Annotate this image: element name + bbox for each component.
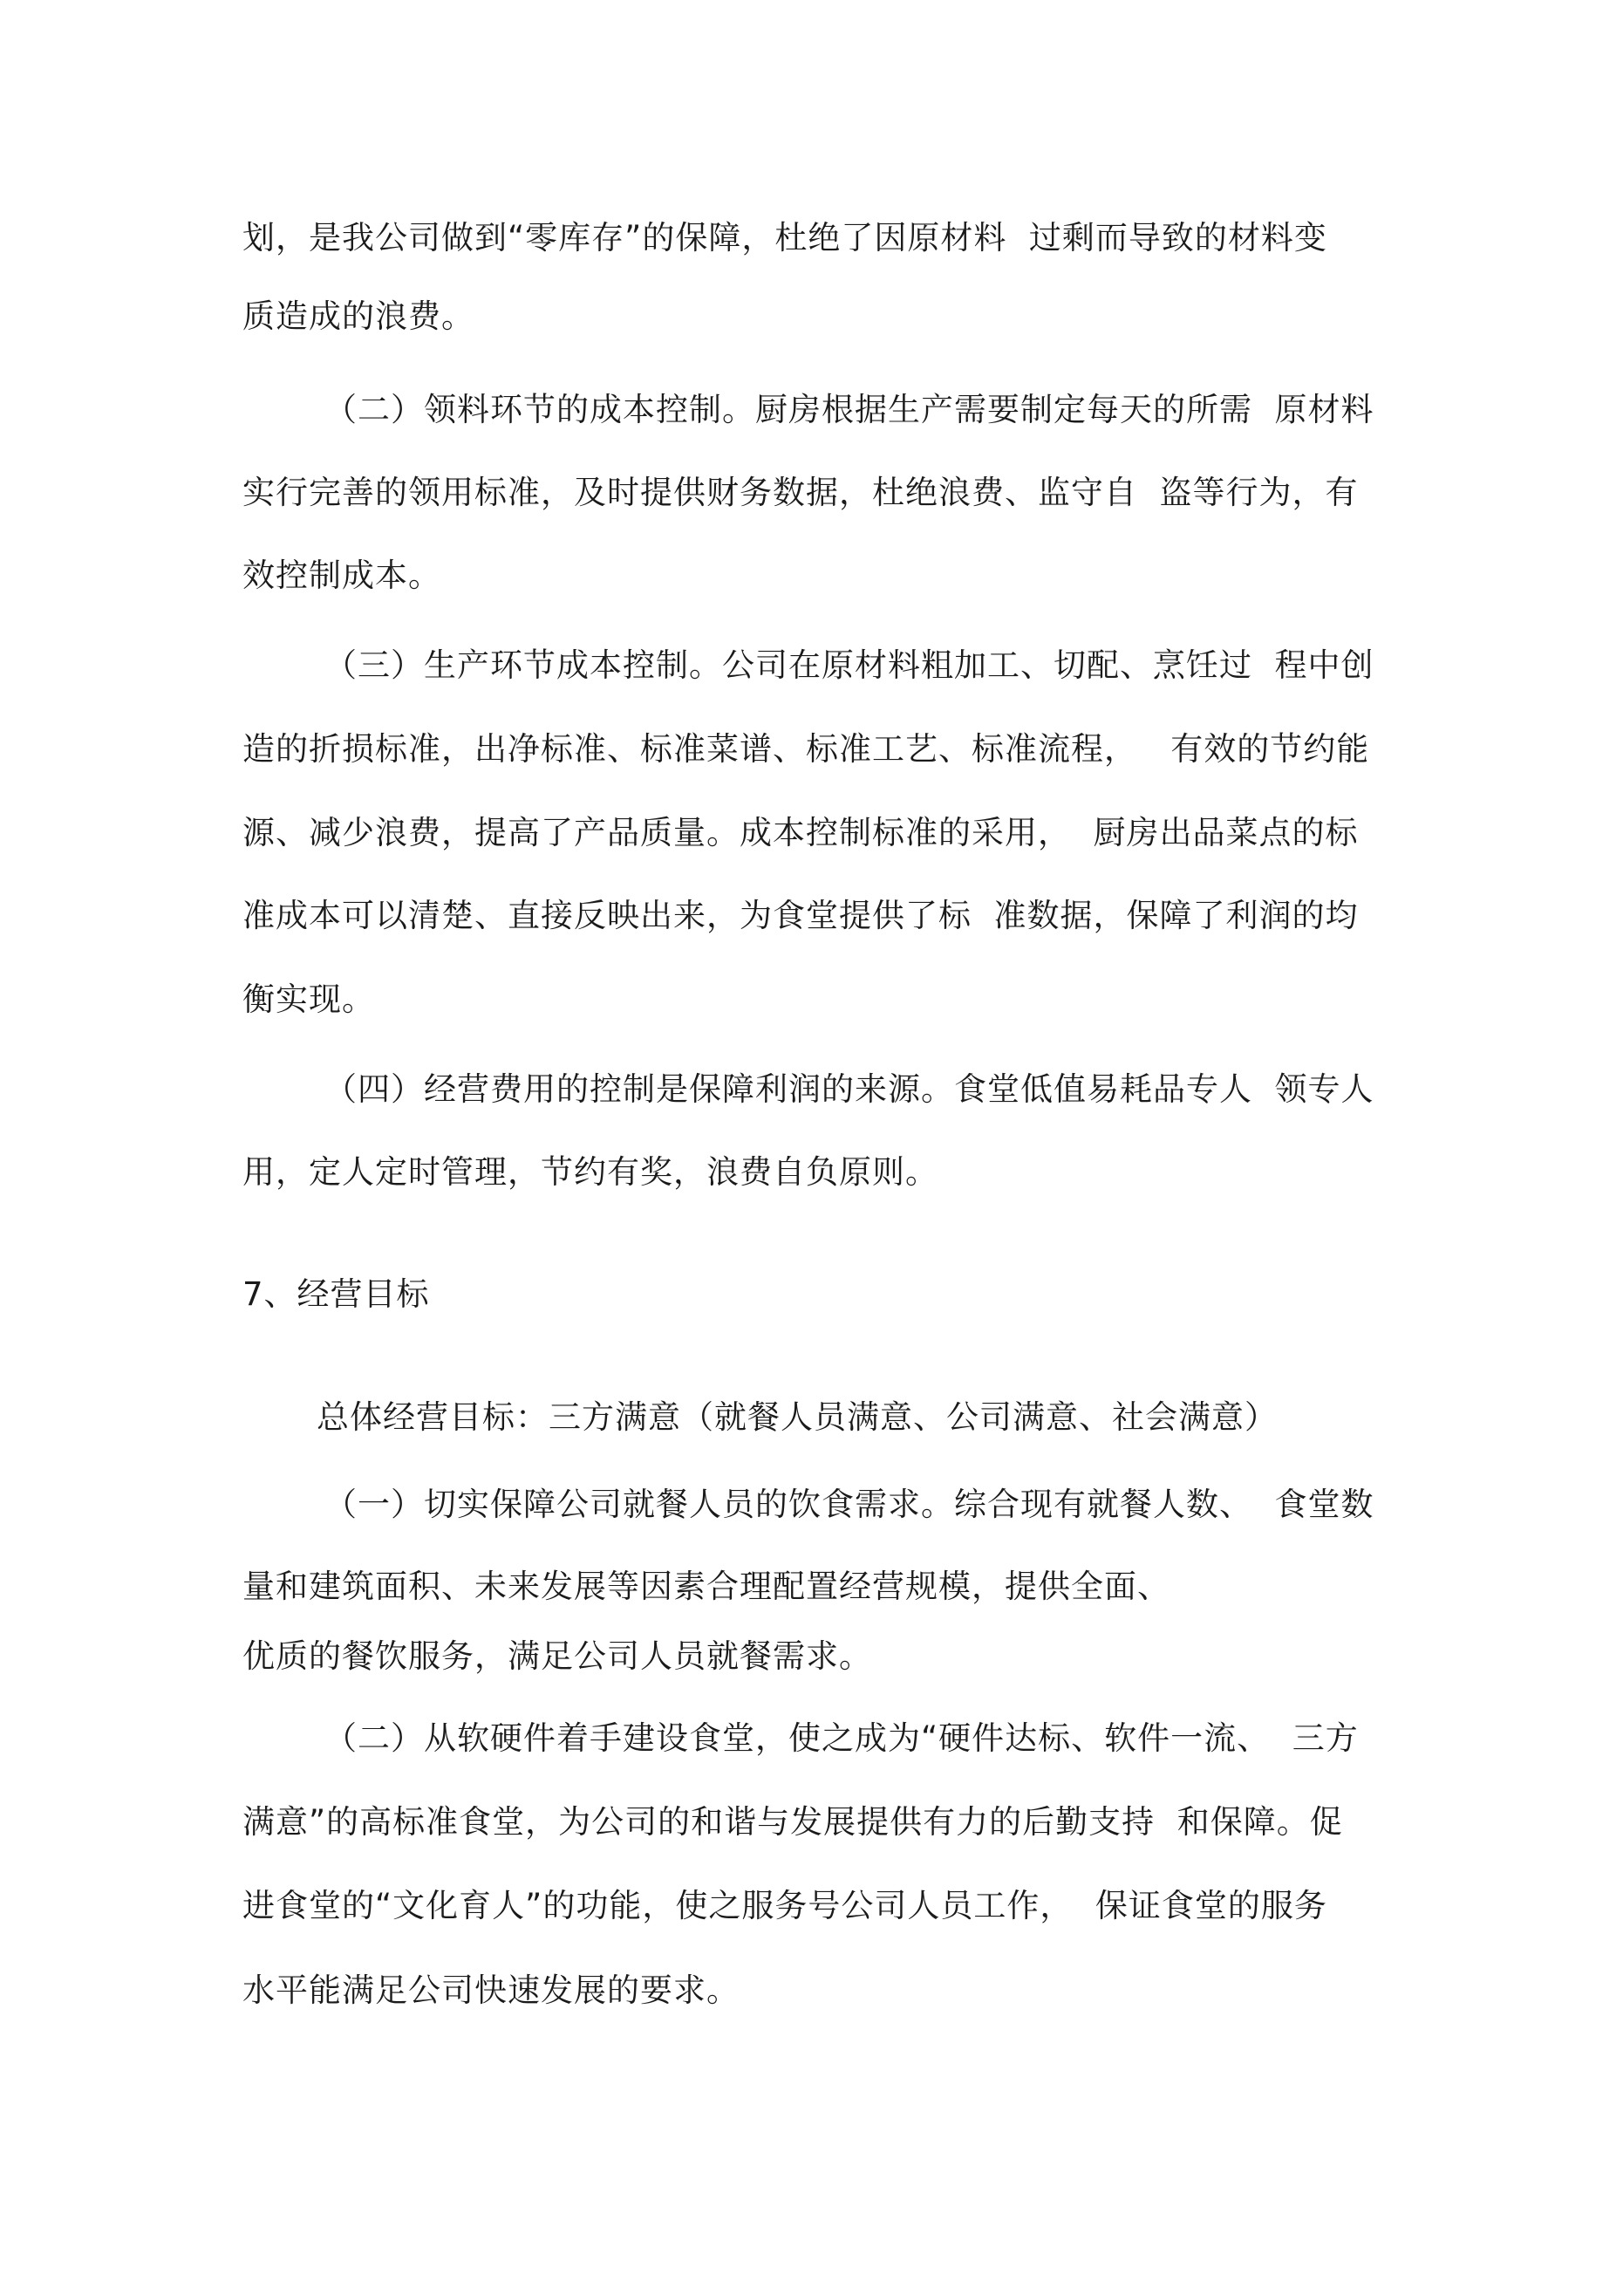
goal-1-line-2: 量和建筑面积、未来发展等因素合理配置经营规模，提供全面、 xyxy=(242,1568,1170,1605)
text-line-1: 划，是我公司做到“零库存”的保障，杜绝了因原材料 过剩而导致的材料变 xyxy=(242,219,1327,256)
text-line-2: 质造成的浪费。 xyxy=(242,297,474,335)
goal-2-line-3: 进食堂的“文化育人”的功能，使之服务号公司人员工作， 保证食堂的服务 xyxy=(242,1887,1327,1924)
goal-2-line-4: 水平能满足公司快速发展的要求。 xyxy=(242,1971,740,2009)
goal-1-line-1: （一）切实保障公司就餐人员的饮食需求。综合现有就餐人数、 食堂数 xyxy=(324,1486,1374,1523)
paragraph-3-line-4: 准成本可以清楚、直接反映出来，为食堂提供了标 准数据，保障了利润的均 xyxy=(242,897,1359,934)
paragraph-3-line-2: 造的折损标准，出净标准、标准菜谱、标准工艺、标准流程， 有效的节约能 xyxy=(242,730,1370,768)
goal-2-line-1: （二）从软硬件着手建设食堂，使之成为“硬件达标、软件一流、 三方 xyxy=(324,1719,1359,1757)
goal-1-line-3: 优质的餐饮服务，满足公司人员就餐需求。 xyxy=(242,1637,872,1675)
paragraph-4-line-1: （四）经营费用的控制是保障利润的来源。食堂低值易耗品专人 领专人 xyxy=(324,1070,1374,1108)
paragraph-3-line-3: 源、减少浪费，提高了产品质量。成本控制标准的采用， 厨房出品菜点的标 xyxy=(242,814,1359,851)
paragraph-3-line-5: 衡实现。 xyxy=(242,981,375,1018)
paragraph-2-line-3: 效控制成本。 xyxy=(242,557,441,594)
paragraph-3-line-1: （三）生产环节成本控制。公司在原材料粗加工、切配、烹饪过 程中创 xyxy=(324,646,1374,684)
section-heading: 7、经营目标 xyxy=(242,1275,430,1313)
paragraph-4-line-2: 用，定人定时管理，节约有奖，浪费自负原则。 xyxy=(242,1153,938,1191)
paragraph-2-line-2: 实行完善的领用标准，及时提供财务数据，杜绝浪费、监守自 盗等行为，有 xyxy=(242,474,1359,511)
goal-2-line-2: 满意”的高标准食堂，为公司的和谐与发展提供有力的后勤支持 和保障。促 xyxy=(242,1803,1343,1841)
overall-goal-line: 总体经营目标：三方满意（就餐人员满意、公司满意、社会满意） xyxy=(317,1398,1278,1436)
paragraph-2-line-1: （二）领料环节的成本控制。厨房根据生产需要制定每天的所需 原材料 xyxy=(324,391,1374,428)
